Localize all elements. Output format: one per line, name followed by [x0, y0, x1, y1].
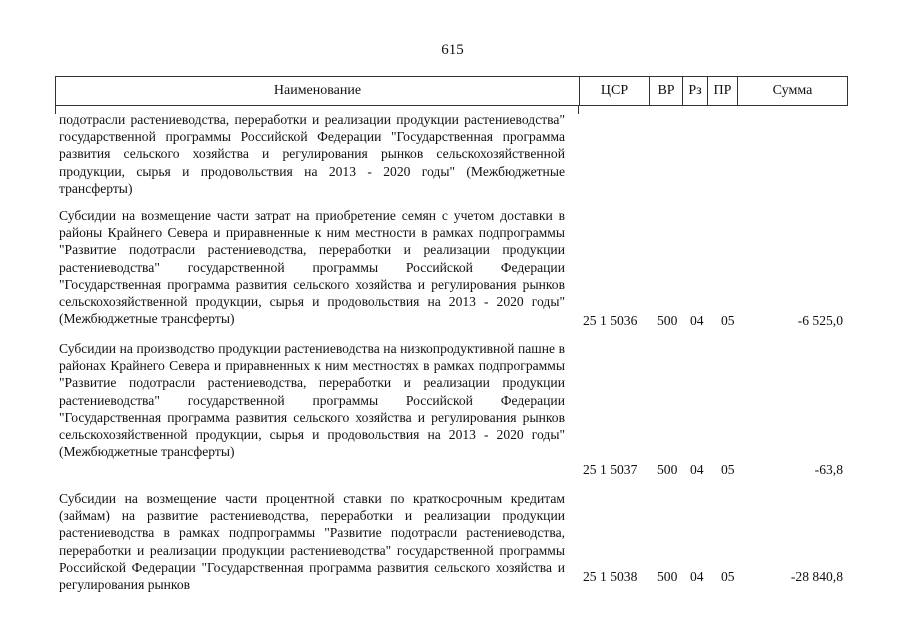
- header-csr: ЦСР: [579, 77, 649, 105]
- row-csr: 25 1 5036: [583, 313, 638, 328]
- table-header: [55, 76, 848, 106]
- row-sum: -6 525,0: [797, 313, 843, 328]
- table-row-description: подотрасли растениеводства, переработки и реализации продукции растениеводства" государственной программы Российской Федерации "Государственная программа развития сельского хозяйства и регулирования рынков сельскохозяйственной продукции, сырья и продовольствия на 2013 - 2020 годы" (Межбюджетные трансферты): [59, 112, 565, 196]
- header-pr: ПР: [707, 77, 737, 105]
- row-pr: 05: [721, 313, 735, 328]
- header-vr: ВР: [649, 77, 682, 105]
- page-number: 615: [441, 42, 464, 58]
- row-vr: 500: [657, 313, 678, 328]
- table-row-description: Субсидии на производство продукции растениеводства на низкопродуктивной пашне в районах Крайнего Севера и приравненных к ним местностях в рамках подпрограммы "Развитие подотрасли растениеводства, переработки и реализации продукции растениеводства" государственной программы Российской Федерации "Государственная программа развития сельского хозяйства и регулирования рынков сельскохозяйственной продукции, сырья и продовольствия на 2013 - 2020 годы" (Межбюджетные трансферты): [59, 341, 565, 460]
- row-sum: -28 840,8: [790, 569, 843, 584]
- table-border-divider: [578, 106, 579, 114]
- row-pr: 05: [721, 462, 735, 477]
- table-border-left: [55, 106, 56, 114]
- row-csr: 25 1 5037: [583, 462, 638, 477]
- table-row-description: Субсидии на возмещение части затрат на приобретение семян с учетом доставки в районы Крайнего Севера и приравненные к ним местности в рамках подпрограммы "Развитие подотрасли растениеводства, переработки и реализации продукции растениеводства" государственной программы Российской Федерации "Государственная программа развития сельского хозяйства и регулирования рынков сельскохозяйственной продукции, сырья и продовольствия на 2013 - 2020 годы" (Межбюджетные трансферты): [59, 208, 565, 327]
- header-rz: Рз: [682, 77, 707, 105]
- row-rz: 04: [690, 313, 704, 328]
- row-vr: 500: [657, 462, 678, 477]
- row-vr: 500: [657, 569, 678, 584]
- row-rz: 04: [690, 569, 704, 584]
- header-sum: Сумма: [737, 77, 847, 105]
- row-sum: -63,8: [814, 462, 843, 477]
- row-pr: 05: [721, 569, 735, 584]
- header-name: Наименование: [273, 83, 362, 98]
- row-rz: 04: [690, 462, 704, 477]
- table-row-description: Субсидии на возмещение части процентной ставки по краткосрочным кредитам (займам) на развитие растениеводства, переработки и реализации продукции растениеводства в рамках подпрограммы "Развитие подотрасли растениеводства, переработки и реализации продукции растениеводства" государственной программы Российской Федерации "Государственная программа развития сельского хозяйства и регулирования рынков: [59, 491, 565, 593]
- row-csr: 25 1 5038: [583, 569, 638, 584]
